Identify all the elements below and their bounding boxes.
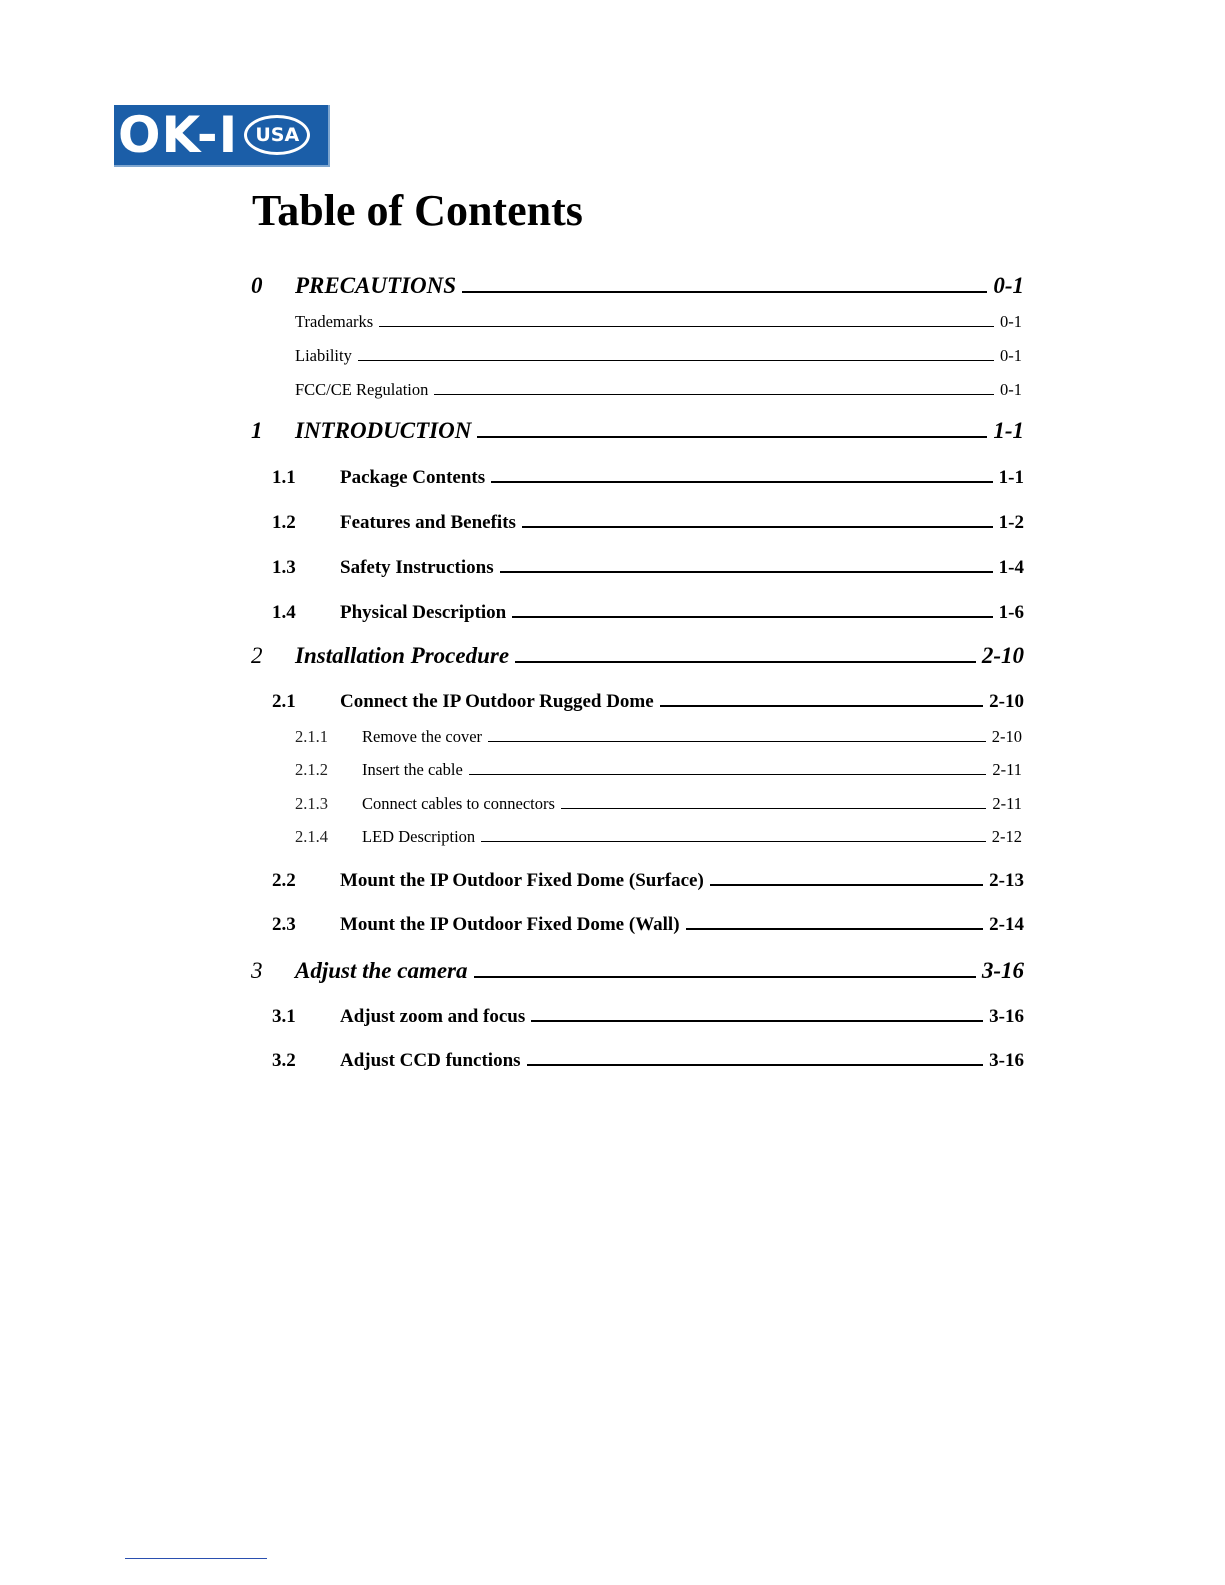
toc-number: 2.2 [272,870,296,891]
toc-entry-2-3[interactable] [272,914,1024,936]
toc-leader [515,661,976,663]
toc-leader [488,741,986,742]
toc-label: Connect the IP Outdoor Rugged Dome [340,691,654,712]
toc-label: Adjust the camera [295,958,468,983]
toc-label: Adjust zoom and focus [340,1006,526,1027]
toc-leader [561,808,986,809]
company-logo [114,105,330,167]
toc-page: 2-10 [981,643,1024,668]
toc-entry-liability[interactable] [295,346,1022,366]
toc-entry-introduction[interactable] [251,418,1024,444]
toc-leader [462,291,987,293]
toc-page: 2-13 [989,870,1024,891]
toc-entry-2-2[interactable] [272,870,1024,892]
toc-number: 2.1.2 [295,760,328,779]
toc-leader [522,526,993,528]
toc-leader [469,774,987,775]
toc-entry-1-3[interactable] [272,557,1024,579]
toc-page: 1-1 [998,467,1024,488]
toc-label: FCC/CE Regulation [295,380,429,399]
toc-label: Package Contents [340,467,486,488]
toc-label: Mount the IP Outdoor Fixed Dome (Wall) [340,914,680,935]
toc-page: 2-14 [989,914,1024,935]
toc-entry-2-1-3[interactable] [295,794,1022,814]
toc-number: 1.4 [272,602,296,623]
toc-label: PRECAUTIONS [295,273,457,298]
toc-number: 1.3 [272,557,296,578]
toc-entry-1-4[interactable] [272,602,1024,624]
toc-page: 2-10 [989,691,1024,712]
toc-page: 2-11 [992,760,1022,779]
toc-page: 1-1 [993,418,1024,443]
toc-number: 2.1.4 [295,827,328,846]
toc-entry-2-1-1[interactable] [295,727,1022,747]
toc-leader [434,394,994,395]
toc-label: Features and Benefits [340,512,516,533]
toc-entry-2-1[interactable] [272,691,1024,713]
toc-page: 3-16 [989,1050,1024,1071]
toc-page: 0-1 [1000,346,1022,365]
toc-label: Mount the IP Outdoor Fixed Dome (Surface) [340,870,704,891]
toc-page: 1-4 [998,557,1024,578]
toc-number: 3 [251,958,263,983]
toc-leader [477,436,987,438]
toc-label: Liability [295,346,352,365]
toc-label: Installation Procedure [295,643,510,668]
toc-entry-1-1[interactable] [272,467,1024,489]
toc-page: 1-6 [998,602,1024,623]
toc-leader [686,928,984,930]
toc-label: Physical Description [340,602,507,623]
toc-entry-trademarks[interactable] [295,312,1022,332]
toc-number: 2.1.3 [295,794,328,813]
toc-entry-precautions[interactable] [251,273,1024,299]
toc-label: Adjust CCD functions [340,1050,521,1071]
toc-leader [500,571,993,573]
page-title: Table of Contents [252,186,583,235]
toc-number: 0 [251,273,263,298]
toc-label: Safety Instructions [340,557,494,578]
toc-leader [491,481,993,483]
toc-entry-installation-procedure[interactable] [251,643,1024,669]
toc-entry-adjust-the-camera[interactable] [251,958,1024,984]
toc-label: Remove the cover [362,727,483,746]
toc-entry-2-1-4[interactable] [295,827,1022,847]
toc-leader [379,326,994,327]
toc-entry-3-1[interactable] [272,1006,1024,1028]
toc-entry-1-2[interactable] [272,512,1024,534]
toc-leader [358,360,994,361]
toc-entry-fcc-ce-regulation[interactable] [295,380,1022,400]
toc-label: Trademarks [295,312,374,331]
toc-number: 3.2 [272,1050,296,1071]
toc-page: 1-2 [998,512,1024,533]
toc-number: 2 [251,643,263,668]
toc-number: 2.3 [272,914,296,935]
toc-leader [710,884,983,886]
toc-number: 1.1 [272,467,296,488]
toc-leader [531,1020,983,1022]
toc-page: 0-1 [1000,380,1022,399]
toc-page: 2-10 [991,727,1022,746]
footer-rule [125,1558,267,1559]
toc-page: 3-16 [989,1006,1024,1027]
toc-number: 1 [251,418,263,443]
toc-page: 0-1 [993,273,1024,298]
toc-page: 0-1 [1000,312,1022,331]
logo-brand: OK-I [118,106,239,164]
logo-badge: USA [244,115,310,155]
toc-leader [660,705,983,707]
toc-label: Connect cables to connectors [362,794,555,813]
toc-page: 2-12 [991,827,1022,846]
toc-leader [527,1064,984,1066]
toc-page: 3-16 [981,958,1024,983]
toc-number: 3.1 [272,1006,296,1027]
toc-page: 2-11 [992,794,1022,813]
toc-label: Insert the cable [362,760,463,779]
toc-entry-2-1-2[interactable] [295,760,1022,780]
toc-label: INTRODUCTION [295,418,472,443]
toc-number: 1.2 [272,512,296,533]
toc-leader [512,616,992,618]
toc-number: 2.1.1 [295,727,328,746]
toc-label: LED Description [362,827,476,846]
toc-number: 2.1 [272,691,296,712]
toc-leader [481,841,986,842]
toc-entry-3-2[interactable] [272,1050,1024,1072]
toc-leader [474,976,976,978]
